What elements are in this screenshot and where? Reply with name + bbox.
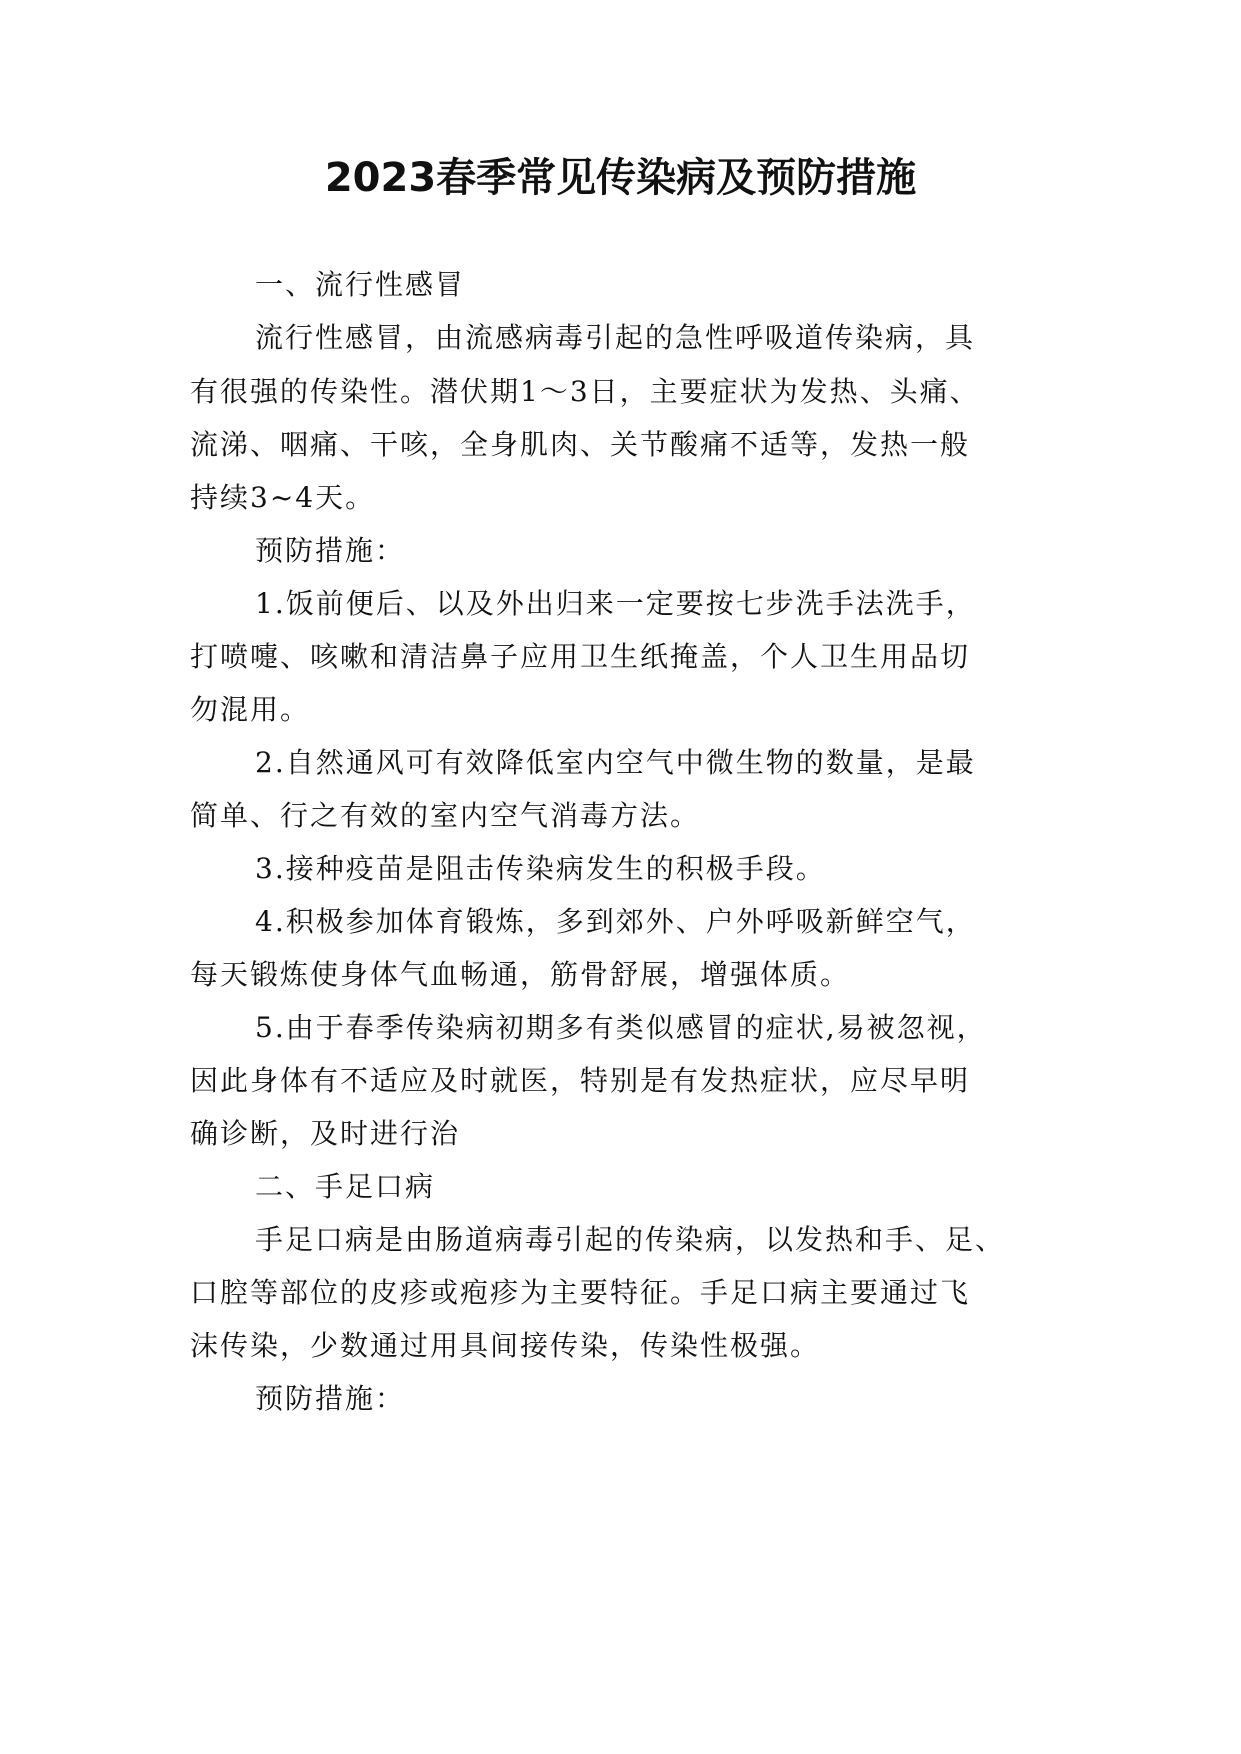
paragraph-line: 口腔等部位的皮疹或疱疹为主要特征。手足口病主要通过飞 [190,1276,971,1309]
paragraph-line: 持续3~4天。 [190,481,376,514]
paragraph-line: 有很强的传染性。潜伏期1～3日，主要症状为发热、头痛、 [190,375,980,408]
paragraph-line: 简单、行之有效的室内空气消毒方法。 [190,799,701,832]
paragraph-line: 确诊断，及时进行治 [190,1117,461,1150]
paragraph-line: 打喷嚏、咳嗽和清洁鼻子应用卫生纸掩盖，个人卫生用品切 [190,640,971,673]
document-title: 2023春季常见传染病及预防措施 [324,155,917,201]
section-heading-influenza: 一、流行性感冒 [255,268,466,301]
list-item-5: 5.由于春季传染病初期多有类似感冒的症状,易被忽视， [255,1011,987,1044]
list-item-1: 1.饭前便后、以及外出归来一定要按七步洗手法洗手， [255,587,976,620]
paragraph-line: 因此身体有不适应及时就医，特别是有发热症状，应尽早明 [190,1064,971,1097]
paragraph-line: 流涕、咽痛、干咳，全身肌肉、关节酸痛不适等，发热一般 [190,428,971,461]
prevention-heading: 预防措施： [255,1382,406,1415]
paragraph-line: 沫传染，少数通过用具间接传染，传染性极强。 [190,1329,821,1362]
prevention-heading: 预防措施： [255,534,406,567]
paragraph-line: 手足口病是由肠道病毒引起的传染病，以发热和手、足、 [255,1223,1006,1256]
paragraph-line: 流行性感冒，由流感病毒引起的急性呼吸道传染病，具 [255,321,976,354]
paragraph-line: 每天锻炼使身体气血畅通，筋骨舒展，增强体质。 [190,958,851,991]
section-heading-hfmd: 二、手足口病 [255,1170,436,1203]
list-item-2: 2.自然通风可有效降低室内空气中微生物的数量，是最 [255,746,976,779]
paragraph-line: 勿混用。 [190,693,311,726]
list-item-3: 3.接种疫苗是阻击传染病发生的积极手段。 [255,852,826,885]
list-item-4: 4.积极参加体育锻炼，多到郊外、户外呼吸新鲜空气， [255,905,976,938]
